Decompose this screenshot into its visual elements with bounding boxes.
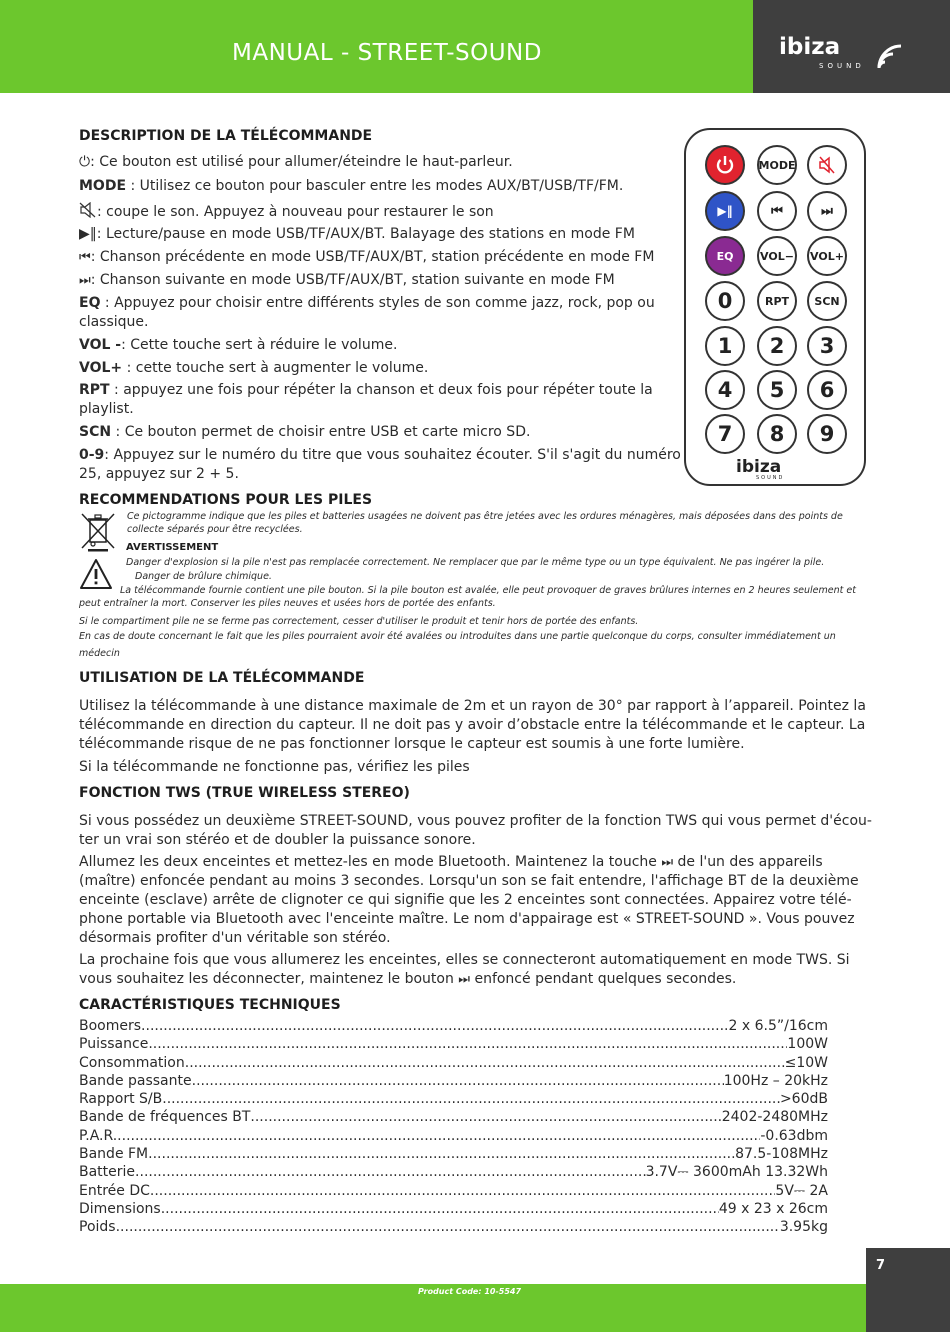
remote-vol-minus-button: VOL− [757,236,797,276]
key-rpt: RPT [79,382,110,398]
remote-scn-button: SCN [807,281,847,321]
tws-p2-line2: (maître) enfoncée pendant au moins 3 secondes. Lorsqu'un son se fait entendre, l'affichage BT de la deuxième [79,873,859,889]
previous-icon: ⏮ [79,250,91,265]
spec-row [79,1146,828,1164]
spec-label: Boomers [79,1018,142,1034]
key-eq: EQ [79,295,101,311]
remote-illustration [684,128,866,486]
product-code: Product Code: 10-5547 [418,1287,522,1296]
next-icon: ⏭ [458,972,470,987]
remote-digit-6: 6 [807,370,847,410]
specs-list [79,1018,828,1238]
next-icon: ⏭ [79,273,91,288]
desc-play-text: : Lecture/pause en mode USB/TF/AUX/BT. Balayage des stations en mode FM [96,226,635,242]
remote-digit-8: 8 [757,414,797,454]
desc-num-line2: 25, appuyez sur 2 + 5. [79,466,239,482]
logo-subtitle: SOUND [819,62,865,70]
spec-row [79,1091,828,1109]
logo-word: ibiza [779,34,841,60]
desc-rpt [79,381,653,400]
spec-leader [141,1018,728,1034]
desc-play [79,225,635,244]
tws-p2-line4: phone portable via Bluetooth avec l'enceinte maître. Le nom d'appairage est « STREET-SOUND ». Vous pouvez [79,911,855,927]
warning-line4: peut entraîner la mort. Conserver les piles neuves et usées hors de portée des enfants. [79,598,496,609]
remote-mode-button: MODE [757,145,797,185]
page-number: 7 [876,1258,886,1273]
play-pause-icon: ▶‖ [79,226,97,242]
spec-label: Batterie [79,1164,136,1181]
spec-leader [185,1055,785,1071]
remote-digit-7: 7 [705,414,745,454]
desc-eq [79,294,655,313]
remote-logo: ibiza [736,457,782,477]
spec-row [79,1036,828,1054]
remote-mute-button [807,145,847,185]
power-icon [714,154,736,176]
remote-power-button [705,145,745,185]
spec-value: 5V⎓ 2A [775,1182,828,1199]
spec-row [79,1201,828,1219]
spec-row [79,1073,828,1091]
spec-label: Puissance [79,1036,149,1053]
key-scn: SCN [79,424,112,440]
spec-leader [161,1201,719,1217]
remote-play-button [705,191,745,231]
key-mode: MODE [79,178,127,194]
remote-rpt-button: RPT [757,281,797,321]
crossed-bin-icon [80,512,116,552]
spec-leader [162,1091,780,1107]
warning-triangle-icon [79,558,113,590]
spec-row [79,1183,828,1201]
spec-label: Bande FM [79,1146,149,1163]
desc-next-text: : Chanson suivante en mode USB/TF/AUX/BT, station suivante en mode FM [90,272,615,288]
spec-value: -0.63dbm [760,1127,828,1144]
remote-vol-plus-button: VOL+ [807,236,847,276]
desc-power [79,153,513,172]
spec-value: 2402-2480MHz [721,1109,828,1126]
next-icon: ⏭ [661,855,674,870]
remote-logo-sub: SOUND [756,475,785,481]
desc-prev-text: : Chanson précédente en mode USB/TF/AUX/BT, station précédente en mode FM [90,249,655,265]
spec-leader [148,1146,735,1162]
desc-prev [79,248,654,267]
key-vol-plus: VOL+ [79,360,123,376]
section-heading-usage: UTILISATION DE LA TÉLÉCOMMANDE [79,670,365,686]
desc-next [79,271,615,290]
spec-label: Dimensions [79,1200,161,1217]
desc-num-text: : Appuyez sur le numéro du titre que vous souhaitez écouter. S'il s'agit du numéro [104,447,681,463]
spec-label: Rapport S/B [79,1091,163,1108]
desc-volp [79,359,428,378]
warning-line3: La télécommande fournie contient une pile bouton. Si la pile bouton est avalée, elle peut provoquer de graves brûlures internes en 2 heures seulement et [120,585,856,596]
tws-p1-line1: Si vous possédez un deuxième STREET-SOUND, vous pouvez profiter de la fonction TWS qui vous permet d'écou- [79,813,872,829]
spec-value: 3.7V⎓ 3600mAh 13.32Wh [645,1164,828,1181]
spec-row [79,1055,828,1073]
section-heading-tws: FONCTION TWS (TRUE WIRELESS STEREO) [79,785,410,801]
desc-volm [79,336,397,355]
key-digits: 0-9 [79,447,105,463]
desc-rpt-text: : appuyez une fois pour répéter la chanson et deux fois pour répéter toute la [109,382,653,398]
mute-icon [79,202,97,218]
remote-next-button [807,191,847,231]
battery-pictogram-line2: collecte séparés pour être recyclées. [127,524,303,535]
tws-p3-line2 [79,970,736,989]
tws-p2-line3: enceinte (esclave) arrête de clignoter ce qui signifie que les 2 enceintes sont connectées. Appairez votre télé- [79,892,852,908]
remote-prev-button [757,191,797,231]
spec-leader [192,1073,724,1089]
tws-p2-line1-a: Allumez les deux enceintes et mettez-les en mode Bluetooth. Maintenez la touche [79,854,657,870]
tws-p3-line2-a: vous souhaitez les déconnecter, maintenez le bouton [79,971,454,987]
spec-leader [116,1219,780,1235]
tws-p1-line2: ter un vrai son stéréo et de doubler la puissance sonore. [79,832,476,848]
section-heading-batteries: RECOMMENDATIONS POUR LES PILES [79,492,373,508]
spec-label: Consommation [79,1054,185,1071]
desc-num [79,446,681,465]
warning-line5: Si le compartiment pile ne se ferme pas correctement, cesser d'utiliser le produit et tenir hors de portée des enfants. [79,616,639,627]
remote-digit-2: 2 [757,326,797,366]
remote-digit-4: 4 [705,370,745,410]
play-pause-icon: ▶‖ [717,204,733,218]
brand-logo [779,34,919,78]
warning-line1: Danger d'explosion si la pile n'est pas remplacée correctement. Ne remplacer que par le même type ou un type équivalent. Ne pas ingérer la pile. [126,557,825,568]
spec-row [79,1109,828,1127]
usage-line3: télécommande risque de ne pas fonctionner lorsque le capteur est soumis à une forte lumière. [79,736,745,752]
tws-p3-line2-b: enfoncé pendant quelques secondes. [474,971,737,987]
spec-value: 100Hz – 20kHz [723,1072,828,1089]
spec-row [79,1018,828,1036]
spec-value: >60dB [779,1091,828,1108]
key-vol-minus: VOL - [79,337,122,353]
warning-title: AVERTISSEMENT [126,542,219,553]
desc-power-text: : Ce bouton est utilisé pour allumer/éteindre le haut-parleur. [90,154,513,170]
desc-scn [79,423,530,442]
remote-digit-3: 3 [807,326,847,366]
spec-label: Poids [79,1219,116,1236]
spec-row [79,1219,828,1237]
warning-line2: Danger de brûlure chimique. [135,571,272,582]
usage-line1: Utilisez la télécommande à une distance maximale de 2m et un rayon de 30° par rapport à l’appareil. Pointez la [79,698,866,714]
mute-icon [817,155,837,175]
spec-row [79,1164,828,1182]
warning-line7: médecin [79,648,120,659]
wireless-waves-icon [875,38,909,72]
desc-scn-text: : Ce bouton permet de choisir entre USB et carte micro SD. [111,424,531,440]
section-heading-remote: DESCRIPTION DE LA TÉLÉCOMMANDE [79,128,373,144]
battery-pictogram-line1: Ce pictogramme indique que les piles et batteries usagées ne doivent pas être jetées avec les ordures ménagères, mais déposées dans des points de [127,511,843,522]
page-title: MANUAL - STREET-SOUND [232,40,542,66]
usage-line2: télécommande en direction du capteur. Il ne doit pas y avoir d’obstacle entre la télécommande et le capteur. La [79,717,866,733]
tws-p2-line1 [79,853,823,872]
desc-rpt-line2: playlist. [79,401,134,417]
desc-mute [79,202,494,222]
remote-digit-1: 1 [705,326,745,366]
remote-digit-5: 5 [757,370,797,410]
spec-value: ≤10W [784,1054,828,1071]
tws-p3-line1: La prochaine fois que vous allumerez les enceintes, elles se connecteront automatiquement en mode TWS. Si [79,952,850,968]
page-header [0,0,950,93]
spec-leader [250,1109,721,1125]
desc-volp-text: : cette touche sert à augmenter le volume. [122,360,429,376]
spec-row [79,1128,828,1146]
desc-eq-text: : Appuyez pour choisir entre différents styles de son comme jazz, rock, pop ou [100,295,655,311]
tws-p2-line5: désormais profiter d'un véritable son stéréo. [79,930,391,946]
spec-label: Bande de fréquences BT [79,1109,251,1126]
tws-p2-line1-b: de l'un des appareils [677,854,823,870]
spec-label: Entrée DC [79,1182,150,1199]
spec-leader [150,1183,776,1199]
spec-value: 49 x 23 x 26cm [718,1200,828,1217]
spec-leader [135,1164,646,1180]
spec-value: 2 x 6.5”/16cm [728,1018,828,1034]
warning-line6: En cas de doute concernant le fait que les piles pourraient avoir été avalées ou introduites dans une partie quelconque du corps, consulter immédiatement un [79,631,836,642]
section-heading-specs: CARACTÉRISTIQUES TECHNIQUES [79,997,341,1013]
power-icon: ⏻ [79,154,91,170]
spec-value: 100W [787,1036,828,1053]
previous-icon: ⏮ [771,203,783,219]
desc-mode-text: : Utilisez ce bouton pour basculer entre les modes AUX/BT/USB/TF/FM. [126,178,624,194]
desc-eq-line2: classique. [79,314,149,330]
next-icon: ⏭ [821,203,833,219]
desc-mute-text: : coupe le son. Appuyez à nouveau pour restaurer le son [97,204,494,220]
spec-value: 87.5-108MHz [735,1146,828,1163]
spec-value: 3.95kg [779,1219,828,1236]
desc-mode [79,177,623,196]
desc-volm-text: : Cette touche sert à réduire le volume. [121,337,398,353]
remote-digit-0: 0 [705,281,745,321]
spec-label: Bande passante [79,1072,192,1089]
spec-leader [117,1128,760,1144]
spec-label: P.A.R. [79,1127,118,1144]
remote-eq-button: EQ [705,236,745,276]
spec-leader [148,1036,787,1052]
usage-line4: Si la télécommande ne fonctionne pas, vérifiez les piles [79,759,470,775]
remote-digit-9: 9 [807,414,847,454]
